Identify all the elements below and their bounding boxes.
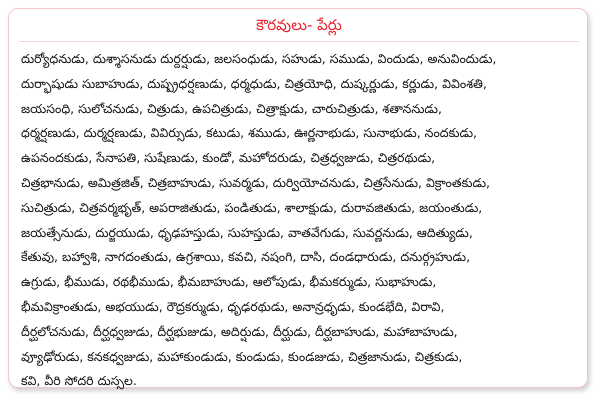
names-line: భీమవిక్రాంతుడు, అభయుడు, రౌద్రకర్ముడు, ధృఢరథుడు, అనాన్రధృడు, కుండభేది, విరావి, xyxy=(21,298,445,314)
names-line: జయసంధి, సులోచనుడు, చిత్రుడు, ఉపచిత్రుడు, చిత్రాక్షుడు, చారుచిత్రుడు, శతాననుడు, xyxy=(21,100,442,116)
names-line: దీర్ఘలోచనుడు, దీర్ఘధ్వజుడు, దీర్ఘభుజుడు, అదిర్షుడు, దీర్ఘుడు, దీర్ఘబాహుడు, మహాబాహుడు, xyxy=(21,323,458,339)
title-divider xyxy=(19,41,579,42)
names-line: దుర్యోధనుడు, దుశ్శాసనుడు దుర్దర్షుడు, జలసంధుడు, సహుడు, సముడు, విందుడు, అనువిందుడు, xyxy=(21,51,497,66)
names-list xyxy=(21,47,581,394)
names-card xyxy=(8,8,588,388)
names-line: జయత్సేనుడు, దుర్జయుడు, ధృఢహస్తుడు, సుహస్తుడు, వాతవేగుడు, సువర్ణనుడు, ఆదిత్యుడు, xyxy=(21,224,473,240)
names-line: ఉగ్రుడు, భీముడు, రథభీముడు, భీమబాహుడు, ఆలోపుడు, భీమకర్ముడు, సుభాహుడు, xyxy=(21,274,437,290)
names-line: సుచిత్రుడు, చిత్రవర్మభృత్, అపరాజితుడు, పండితుడు, శాలాక్షుడు, దురావజితుడు, జయంతుడు, xyxy=(21,199,483,215)
names-line: దుర్భాషుడు సుబాహుడు, దుష్ప్రధర్షణుడు, ధర్మధుడు, చిత్రయోధి, దుష్కర్ణుడు, కర్ణుడు, వివింశతి, xyxy=(21,75,487,91)
names-line: కేతువు, బహ్వాశి, నాగదంతుడు, ఉగ్రశాయి, కవచి, నషంగి, దాసి, దండధారుడు, దనుర్గ్రహుడు, xyxy=(21,249,471,265)
names-line: కవి, వీరి సోదరి దుస్సల. xyxy=(21,373,137,389)
names-line: వ్యూఢోరుడు, కనకధ్వజుడు, మహాకుండుడు, కుండుడు, కుండజుడు, చిత్రజానుడు, చిత్రకుడు, xyxy=(21,348,463,364)
page-title: కౌరవులు- పేర్లు xyxy=(256,16,342,34)
names-line: చిత్రభానుడు, అమిత్రజిత్, చిత్రబాహుడు, సువర్మడు, దుర్వియోచనుడు, చిత్రసేనుడు, విక్రాంతకుడు, xyxy=(21,174,491,190)
names-line: ఉపనందకుడు, సేనాపతి, సుషేణుడు, కుండో, మహోదరుడు, చిత్రధ్వజుడు, చిత్రరథుడు, xyxy=(21,150,436,166)
names-line: ధర్మర్షణుడు, దుర్మర్షణుడు, వివిర్సుడు, కటుడు, శముడు, ఊర్ణనాభుడు, సునాభుడు, నందకుడు, xyxy=(21,125,478,141)
